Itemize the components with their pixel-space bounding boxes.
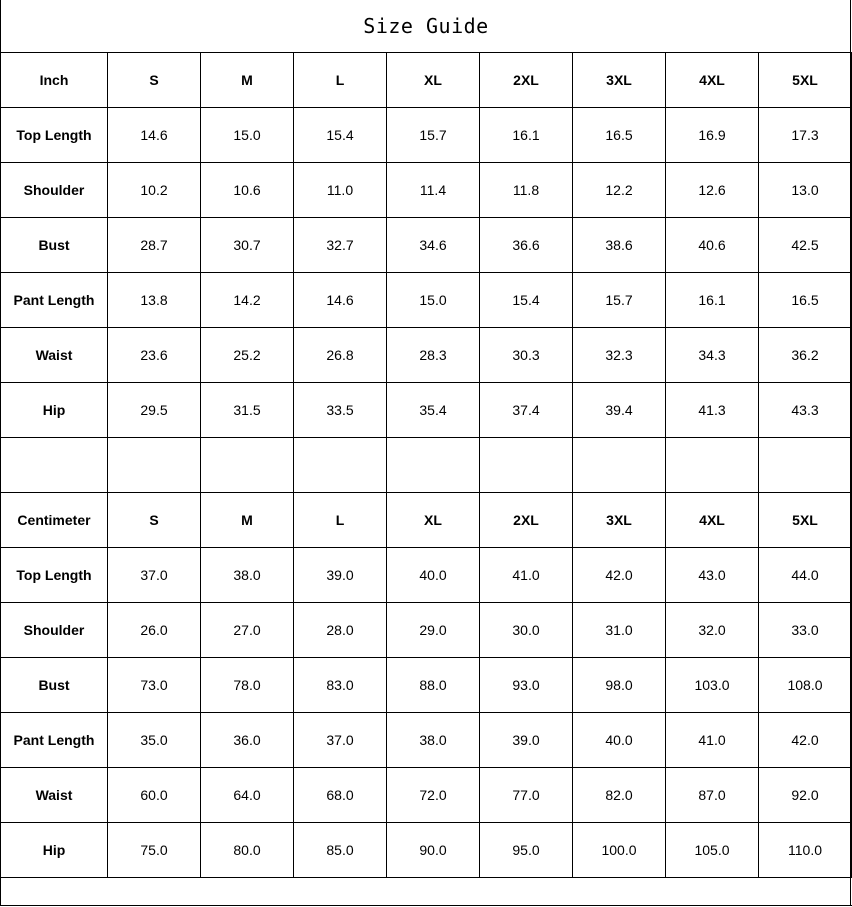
measurement-label: Bust [1,218,108,273]
size-header-4xl: 4XL [666,493,759,548]
measurement-value: 93.0 [480,658,573,713]
measurement-label: Shoulder [1,603,108,658]
measurement-value: 15.7 [387,108,480,163]
spacer-row [1,438,852,493]
size-header-3xl: 3XL [573,53,666,108]
measurement-label: Hip [1,823,108,878]
measurement-value: 36.2 [759,328,852,383]
page-title: Size Guide [363,14,489,38]
size-header-xl: XL [387,53,480,108]
empty-cell [201,438,294,493]
measurement-value: 15.0 [201,108,294,163]
measurement-value: 30.7 [201,218,294,273]
measurement-value: 11.0 [294,163,387,218]
size-header-s: S [108,53,201,108]
table-row [1,163,852,218]
measurement-label: Pant Length [1,713,108,768]
measurement-value: 77.0 [480,768,573,823]
measurement-value: 26.0 [108,603,201,658]
measurement-value: 83.0 [294,658,387,713]
size-header-5xl: 5XL [759,53,852,108]
measurement-value: 73.0 [108,658,201,713]
measurement-value: 105.0 [666,823,759,878]
measurement-value: 29.0 [387,603,480,658]
measurement-value: 43.3 [759,383,852,438]
measurement-value: 44.0 [759,548,852,603]
measurement-value: 39.0 [480,713,573,768]
measurement-value: 90.0 [387,823,480,878]
measurement-label: Top Length [1,108,108,163]
measurement-value: 12.2 [573,163,666,218]
measurement-value: 37.0 [108,548,201,603]
measurement-value: 35.4 [387,383,480,438]
size-header-5xl: 5XL [759,493,852,548]
measurement-value: 32.0 [666,603,759,658]
inch-header-row [1,53,852,108]
measurement-value: 35.0 [108,713,201,768]
measurement-value: 16.5 [759,273,852,328]
inch-unit-label: Inch [1,53,108,108]
empty-cell [387,438,480,493]
measurement-value: 34.6 [387,218,480,273]
measurement-label: Top Length [1,548,108,603]
table-row [1,383,852,438]
measurement-value: 32.3 [573,328,666,383]
measurement-value: 82.0 [573,768,666,823]
measurement-value: 38.0 [201,548,294,603]
empty-cell [573,438,666,493]
table-row [1,768,852,823]
measurement-value: 38.0 [387,713,480,768]
measurement-value: 10.2 [108,163,201,218]
measurement-value: 23.6 [108,328,201,383]
measurement-label: Waist [1,768,108,823]
measurement-value: 38.6 [573,218,666,273]
measurement-value: 72.0 [387,768,480,823]
size-header-l: L [294,53,387,108]
measurement-value: 42.5 [759,218,852,273]
measurement-value: 87.0 [666,768,759,823]
measurement-label: Bust [1,658,108,713]
empty-cell [108,438,201,493]
measurement-value: 28.7 [108,218,201,273]
measurement-value: 28.3 [387,328,480,383]
measurement-value: 42.0 [759,713,852,768]
measurement-value: 34.3 [666,328,759,383]
empty-cell [759,438,852,493]
measurement-value: 30.0 [480,603,573,658]
measurement-value: 43.0 [666,548,759,603]
measurement-value: 60.0 [108,768,201,823]
measurement-value: 40.6 [666,218,759,273]
table-row [1,823,852,878]
measurement-value: 108.0 [759,658,852,713]
measurement-value: 16.9 [666,108,759,163]
measurement-value: 16.5 [573,108,666,163]
measurement-value: 75.0 [108,823,201,878]
measurement-value: 103.0 [666,658,759,713]
measurement-value: 64.0 [201,768,294,823]
measurement-value: 42.0 [573,548,666,603]
empty-cell [480,438,573,493]
measurement-value: 33.5 [294,383,387,438]
size-header-m: M [201,53,294,108]
measurement-label: Waist [1,328,108,383]
measurement-value: 36.0 [201,713,294,768]
measurement-value: 32.7 [294,218,387,273]
bottom-divider [0,905,852,906]
measurement-value: 110.0 [759,823,852,878]
measurement-value: 15.4 [480,273,573,328]
measurement-value: 88.0 [387,658,480,713]
empty-cell [1,438,108,493]
measurement-value: 13.0 [759,163,852,218]
measurement-label: Hip [1,383,108,438]
empty-cell [294,438,387,493]
size-header-4xl: 4XL [666,53,759,108]
measurement-value: 36.6 [480,218,573,273]
measurement-value: 100.0 [573,823,666,878]
measurement-value: 28.0 [294,603,387,658]
measurement-value: 16.1 [480,108,573,163]
measurement-value: 39.4 [573,383,666,438]
measurement-label: Shoulder [1,163,108,218]
empty-cell [666,438,759,493]
measurement-value: 27.0 [201,603,294,658]
measurement-value: 85.0 [294,823,387,878]
measurement-value: 41.0 [480,548,573,603]
table-row [1,658,852,713]
size-header-s: S [108,493,201,548]
measurement-value: 41.3 [666,383,759,438]
size-header-l: L [294,493,387,548]
measurement-value: 41.0 [666,713,759,768]
table-row [1,548,852,603]
size-header-xl: XL [387,493,480,548]
size-header-m: M [201,493,294,548]
size-header-3xl: 3XL [573,493,666,548]
measurement-value: 11.4 [387,163,480,218]
measurement-label: Pant Length [1,273,108,328]
size-header-2xl: 2XL [480,53,573,108]
measurement-value: 15.4 [294,108,387,163]
measurement-value: 68.0 [294,768,387,823]
measurement-value: 17.3 [759,108,852,163]
table-row [1,218,852,273]
measurement-value: 95.0 [480,823,573,878]
size-header-2xl: 2XL [480,493,573,548]
measurement-value: 33.0 [759,603,852,658]
centimeter-header-row [1,493,852,548]
table-row [1,108,852,163]
measurement-value: 13.8 [108,273,201,328]
measurement-value: 14.2 [201,273,294,328]
measurement-value: 39.0 [294,548,387,603]
measurement-value: 14.6 [108,108,201,163]
measurement-value: 31.0 [573,603,666,658]
measurement-value: 98.0 [573,658,666,713]
measurement-value: 37.4 [480,383,573,438]
measurement-value: 30.3 [480,328,573,383]
measurement-value: 25.2 [201,328,294,383]
centimeter-unit-label: Centimeter [1,493,108,548]
measurement-value: 37.0 [294,713,387,768]
measurement-value: 11.8 [480,163,573,218]
measurement-value: 14.6 [294,273,387,328]
measurement-value: 29.5 [108,383,201,438]
measurement-value: 40.0 [387,548,480,603]
measurement-value: 78.0 [201,658,294,713]
table-row [1,713,852,768]
size-table-body [1,53,852,878]
measurement-value: 10.6 [201,163,294,218]
table-row [1,328,852,383]
size-table [0,52,852,878]
table-row [1,273,852,328]
measurement-value: 40.0 [573,713,666,768]
measurement-value: 31.5 [201,383,294,438]
measurement-value: 12.6 [666,163,759,218]
measurement-value: 16.1 [666,273,759,328]
table-row [1,603,852,658]
measurement-value: 15.7 [573,273,666,328]
measurement-value: 26.8 [294,328,387,383]
measurement-value: 15.0 [387,273,480,328]
measurement-value: 80.0 [201,823,294,878]
measurement-value: 92.0 [759,768,852,823]
